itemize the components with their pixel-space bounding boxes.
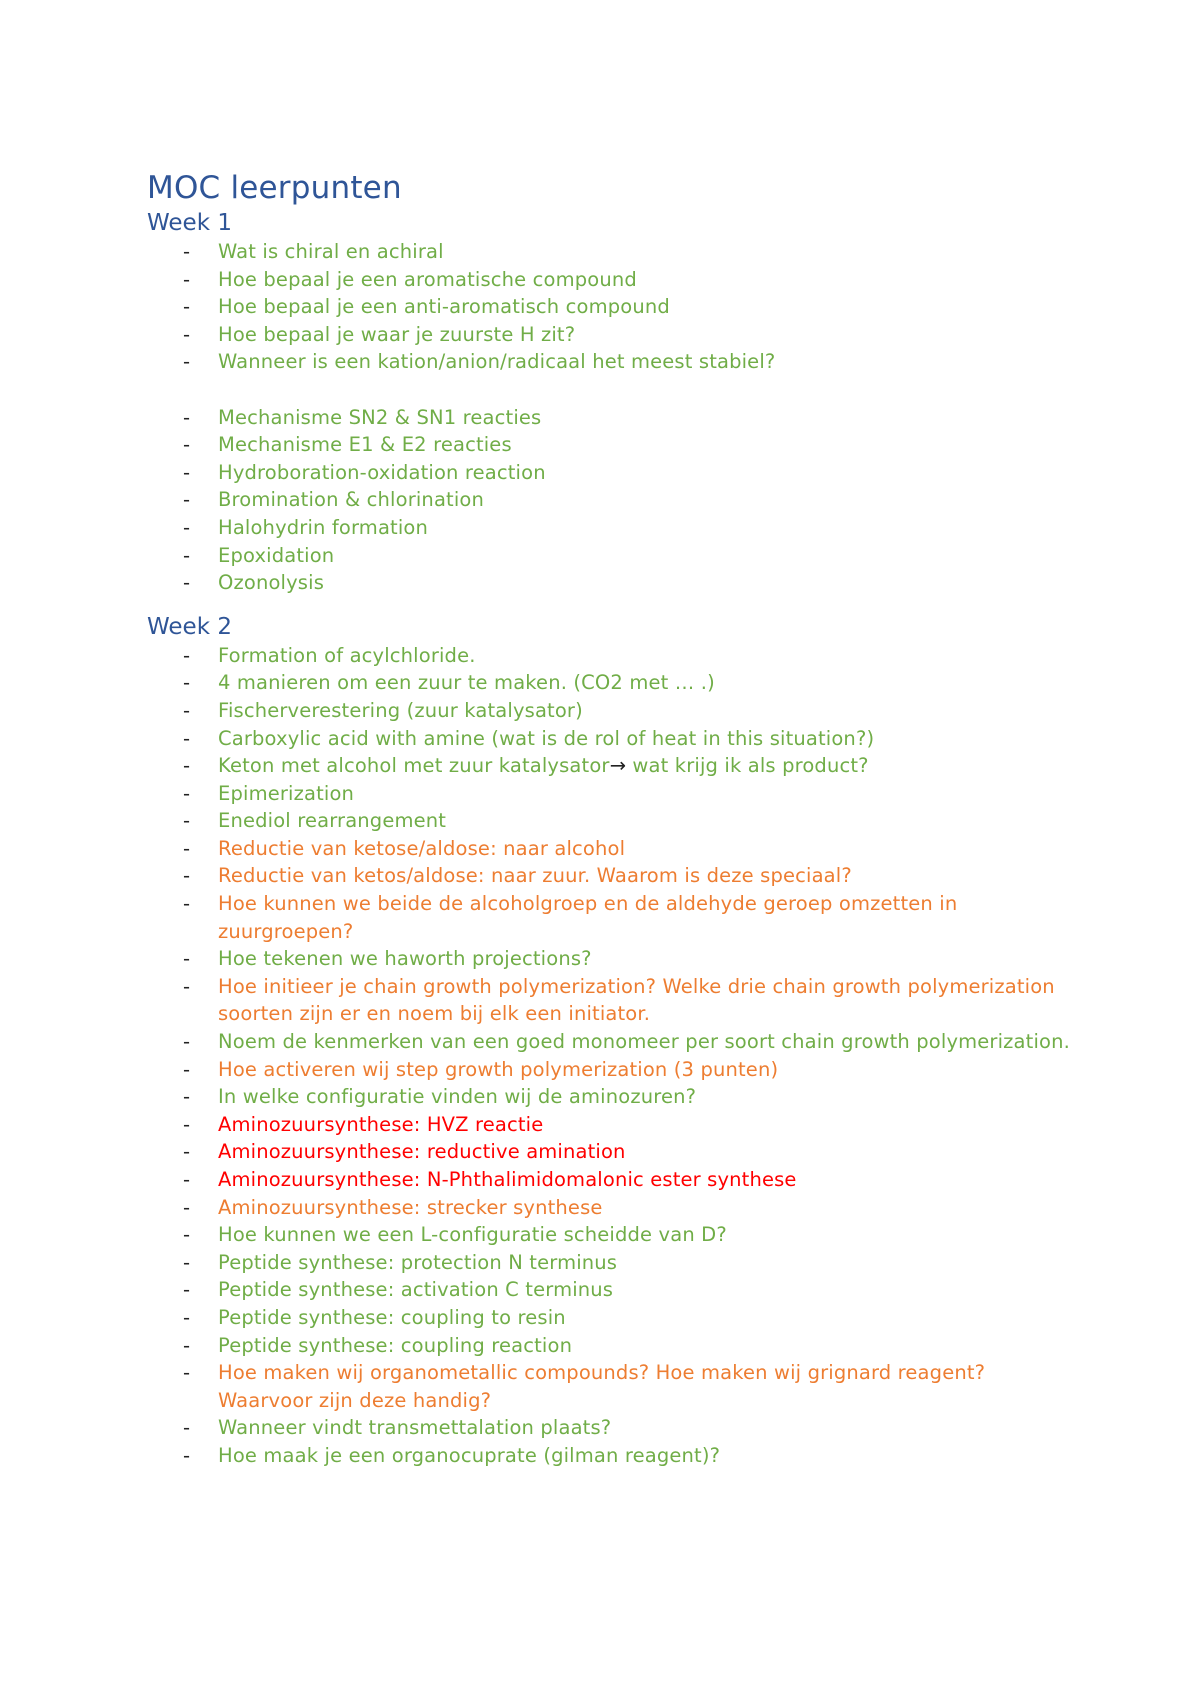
list-item: - In welke configuratie vinden wij de aminozuren? (147, 1083, 1077, 1111)
bullet-dash: - (183, 698, 191, 722)
bullet-dash: - (183, 1085, 191, 1109)
list-item: - Hoe bepaal je een aromatische compound (147, 266, 1077, 294)
bullet-dash: - (183, 405, 191, 429)
bullet-dash: - (183, 488, 191, 512)
list-item: - Hoe kunnen we beide de alcoholgroep en de aldehyde geroep omzetten in zuurgroepen? (183, 892, 958, 943)
list-item: - Hoe tekenen we haworth projections? (147, 945, 1077, 973)
list-item: - Hoe bepaal je waar je zuurste H zit? (147, 321, 1077, 349)
list-item: - Aminozuursynthese: reductive amination (147, 1138, 1077, 1166)
list-item: - Formation of acylchloride. (147, 642, 1077, 670)
document-title: MOC leerpunten (147, 170, 402, 206)
list-item: - Hoe kunnen we een L-configuratie scheidde van D? (147, 1221, 1077, 1249)
bullet-dash: - (183, 781, 191, 805)
bullet-dash: - (183, 543, 191, 567)
bullet-dash: - (183, 240, 191, 263)
bullet-dash: - (183, 892, 191, 916)
list-item: - Peptide synthese: coupling reaction (147, 1332, 1077, 1360)
list-item: - Keton met alcohol met zuur katalysator→ wat krijg ik als product? (147, 752, 1077, 780)
list-item: - Reductie van ketos/aldose: naar zuur. Waarom is deze speciaal? (147, 862, 1077, 890)
bullet-dash: - (183, 754, 191, 778)
bullet-dash: - (183, 350, 191, 374)
bullet-dash: - (183, 1250, 191, 1274)
bullet-dash: - (183, 1361, 191, 1385)
list-item: - Epimerization (147, 780, 1077, 808)
list-item: - Aminozuursynthese: strecker synthese (147, 1194, 1077, 1222)
list-item: - Bromination & chlorination (147, 486, 1077, 514)
bullet-dash: - (183, 1057, 191, 1081)
bullet-dash: - (183, 515, 191, 539)
list-item: - Peptide synthese: protection N terminus (147, 1249, 1077, 1277)
list-item: - Hoe initieer je chain growth polymerization? Welke drie chain growth polymerization soorten zijn er en noem bij elk een initiator. (183, 974, 1055, 1026)
list-item: - Hoe activeren wij step growth polymerization (3 punten) (147, 1056, 1077, 1084)
week-2-heading: Week 2 (147, 613, 232, 640)
bullet-dash: - (183, 1416, 191, 1440)
bullet-dash: - (183, 726, 191, 750)
bullet-dash: - (183, 974, 191, 998)
week-2-list (147, 642, 1077, 1470)
list-item: - Noem de kenmerken van een goed monomeer per soort chain growth polymerization. (147, 1028, 1077, 1056)
bullet-dash: - (183, 947, 191, 971)
list-item: - Aminozuursynthese: HVZ reactie (147, 1111, 1077, 1139)
bullet-dash: - (183, 1223, 191, 1247)
bullet-dash: - (183, 1278, 191, 1302)
bullet-dash: - (183, 1195, 191, 1219)
list-item: - Aminozuursynthese: N-Phthalimidomalonic ester synthese (147, 1166, 1077, 1194)
bullet-dash: - (183, 1112, 191, 1136)
list-item: - Peptide synthese: coupling to resin (147, 1304, 1077, 1332)
bullet-dash: - (183, 809, 191, 833)
bullet-dash: - (183, 433, 191, 457)
list-item: - Epoxidation (147, 542, 1077, 570)
bullet-dash: - (183, 571, 191, 595)
list-item: - Hoe bepaal je een anti-aromatisch compound (147, 293, 1077, 321)
bullet-dash: - (183, 836, 191, 860)
list-item: - Carboxylic acid with amine (wat is de rol of heat in this situation?) (147, 725, 1077, 753)
bullet-dash: - (183, 1030, 191, 1054)
list-item: - Enediol rearrangement (147, 807, 1077, 835)
bullet-dash: - (183, 671, 191, 695)
list-spacer (147, 376, 1077, 404)
list-item: - Wat is chiral en achiral (147, 238, 1077, 266)
bullet-dash: - (183, 643, 191, 667)
list-item: - Peptide synthese: activation C terminus (147, 1276, 1077, 1304)
list-item: - Hoe maken wij organometallic compounds? Hoe maken wij grignard reagent? Waarvoor zijn deze handig? (183, 1361, 986, 1412)
bullet-dash: - (183, 1305, 191, 1329)
bullet-dash: - (183, 460, 191, 484)
list-item: - Mechanisme E1 & E2 reacties (147, 431, 1077, 459)
bullet-dash: - (183, 322, 191, 346)
list-item: - Wanneer vindt transmettalation plaats? (147, 1414, 1077, 1442)
arrow-right-icon: → (609, 754, 627, 778)
bullet-dash: - (183, 295, 191, 319)
bullet-dash: - (183, 1333, 191, 1357)
week-1-heading: Week 1 (147, 210, 232, 236)
list-item: - 4 manieren om een zuur te maken. (CO2 met … .) (147, 669, 1077, 697)
document-page (147, 168, 1077, 1470)
list-item: - Fischerverestering (zuur katalysator) (147, 697, 1077, 725)
list-item: - Halohydrin formation (147, 514, 1077, 542)
list-item: - Hoe maak je een organocuprate (gilman reagent)? (147, 1442, 1077, 1470)
bullet-dash: - (183, 1443, 191, 1467)
bullet-dash: - (183, 1168, 191, 1191)
bullet-dash: - (183, 267, 191, 291)
list-item: - Wanneer is een kation/anion/radicaal het meest stabiel? (147, 348, 1077, 376)
bullet-dash: - (183, 864, 191, 888)
list-item: - Hydroboration-oxidation reaction (147, 459, 1077, 487)
bullet-dash: - (183, 1140, 191, 1164)
list-item: - Ozonolysis (147, 569, 1077, 597)
list-item: - Mechanisme SN2 & SN1 reacties (147, 404, 1077, 432)
week-1-list (147, 238, 1077, 597)
list-item: - Reductie van ketose/aldose: naar alcohol (147, 835, 1077, 863)
